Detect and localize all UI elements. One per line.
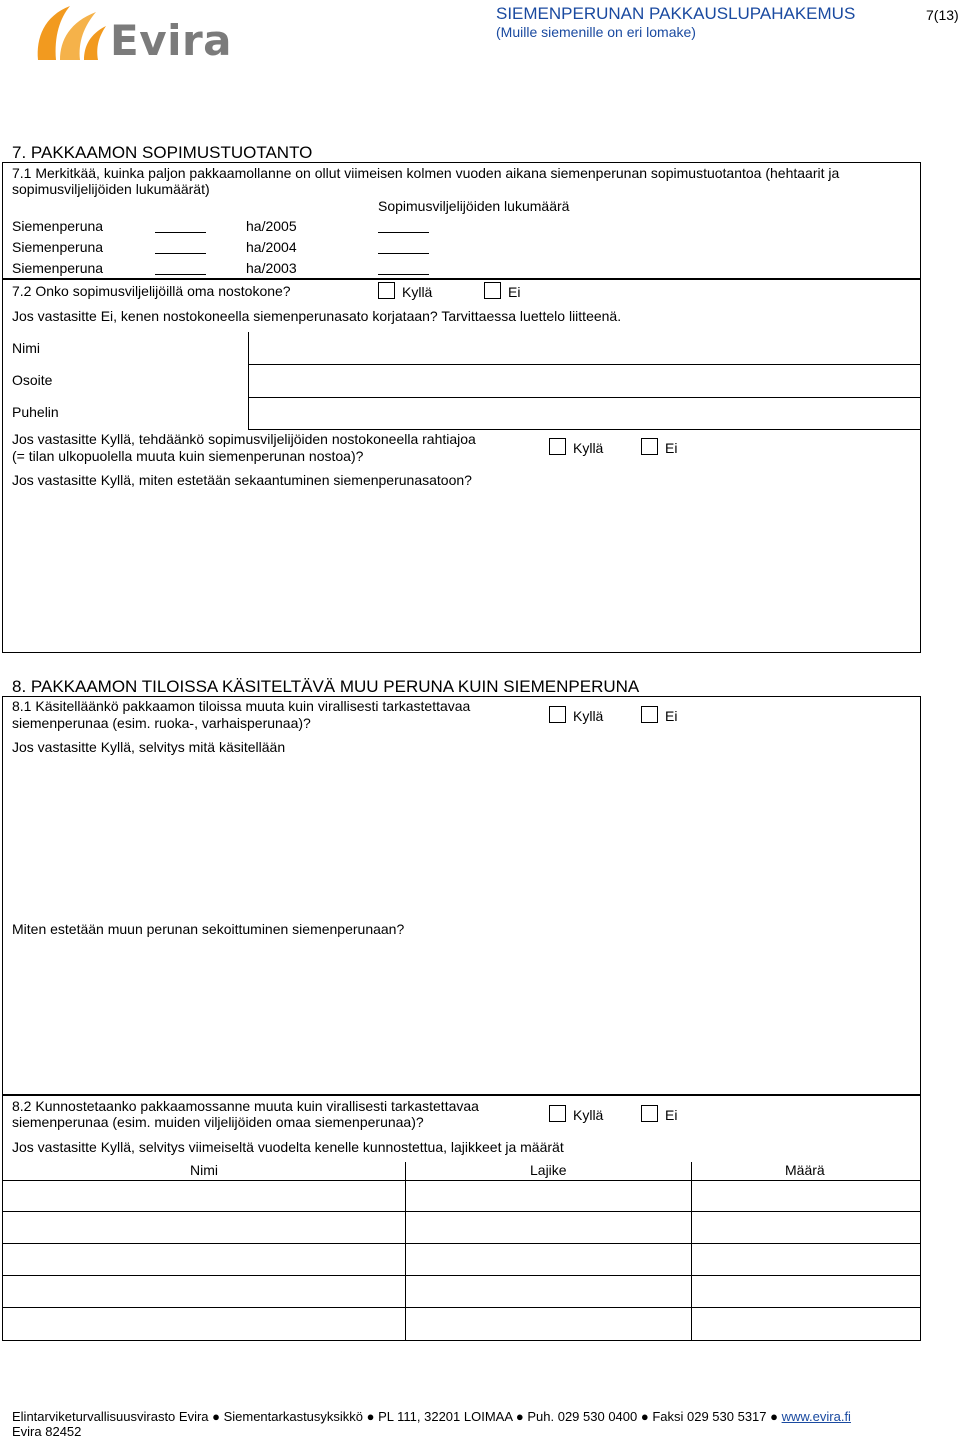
ha-2005-field[interactable] <box>155 232 206 233</box>
q72-no-label: Ei <box>508 284 521 300</box>
table-row[interactable] <box>2 1211 921 1212</box>
form-title: SIEMENPERUNAN PAKKAUSLUPAHAKEMUS <box>496 4 856 23</box>
name-field[interactable] <box>248 364 921 365</box>
footer-form-code: Evira 82452 <box>12 1424 82 1439</box>
q72-yes-checkbox[interactable] <box>378 282 395 299</box>
form-subtitle: (Muille siemenille on eri lomake) <box>496 24 696 40</box>
table-header-divider <box>2 1180 921 1181</box>
row-2004-label: Siemenperuna <box>12 239 104 255</box>
q82-text-line1: 8.2 Kunnostetaanko pakkaamossanne muuta kuin virallisesti tarkastettavaa <box>12 1098 479 1114</box>
q81-mix-answer-area[interactable] <box>12 940 912 1090</box>
q81-yes-label: Kyllä <box>573 708 604 724</box>
freight-no-checkbox[interactable] <box>641 438 658 455</box>
q72-yes-text-line1: Jos vastasitte Kyllä, tehdäänkö sopimusviljelijöiden nostokoneella rahtiajoa <box>12 431 476 447</box>
footer-contact-text: Elintarviketurvallisuusvirasto Evira ● Siementarkastusyksikkö ● PL 111, 32201 LOIMAA ● Puh. 029 530 0400 ● Faksi 029 530 5317 ● <box>12 1409 782 1424</box>
row-2005-unit: ha/2005 <box>246 218 297 234</box>
address-field[interactable] <box>248 397 921 398</box>
page-number: 7(13) <box>926 7 959 23</box>
table-row[interactable] <box>2 1275 921 1276</box>
q71-text-line1: 7.1 Merkitkää, kuinka paljon pakkaamollanne on ollut viimeisen kolmen vuoden aikana siemenperunan sopimustuotantoa (hehtaarit ja <box>12 165 840 181</box>
q72-mix-text: Jos vastasitte Kyllä, miten estetään sekaantuminen siemenperunasatoon? <box>12 472 472 488</box>
q81-yes-checkbox[interactable] <box>549 706 566 723</box>
footer-contact <box>12 1409 851 1424</box>
q81-yes-text: Jos vastasitte Kyllä, selvitys mitä käsitellään <box>12 739 286 755</box>
freight-no-label: Ei <box>665 440 678 456</box>
phone-label: Puhelin <box>12 404 59 420</box>
q81-text-line1: 8.1 Käsitelläänkö pakkaamon tiloissa muuta kuin virallisesti tarkastettavaa <box>12 698 471 714</box>
count-2003-field[interactable] <box>378 274 429 275</box>
q82-yes-label: Kyllä <box>573 1107 604 1123</box>
table-header-variety: Lajike <box>530 1162 567 1178</box>
footer-website-link[interactable]: www.evira.fi <box>781 1409 851 1424</box>
q72-no-text: Jos vastasitte Ei, kenen nostokoneella siemenperunasato korjataan? Tarvittaessa luettelo liitteenä. <box>12 308 622 324</box>
table-row[interactable] <box>2 1307 921 1308</box>
table-header-name: Nimi <box>190 1162 218 1178</box>
row-2003-label: Siemenperuna <box>12 260 104 276</box>
row-2003-unit: ha/2003 <box>246 260 297 276</box>
count-2005-field[interactable] <box>378 232 429 233</box>
q72-mix-answer-area[interactable] <box>12 492 912 647</box>
table-col-divider <box>405 1162 406 1341</box>
q81-mix-text: Miten estetään muun perunan sekoittuminen siemenperunaan? <box>12 921 405 937</box>
row-2005-label: Siemenperuna <box>12 218 104 234</box>
table-col-divider <box>691 1162 692 1341</box>
table-header-amount: Määrä <box>785 1162 825 1178</box>
q72-yes-text-line2: (= tilan ulkopuolella muuta kuin siemenperunan nostoa)? <box>12 448 364 464</box>
q82-yes-checkbox[interactable] <box>549 1105 566 1122</box>
q81-no-label: Ei <box>665 708 678 724</box>
q81-yes-answer-area[interactable] <box>12 758 912 913</box>
q81-text-line2: siemenperunaa (esim. ruoka-, varhaisperunaa)? <box>12 715 311 731</box>
contact-divider <box>248 332 249 429</box>
q82-box <box>2 1095 921 1341</box>
name-label: Nimi <box>12 340 40 356</box>
row-2004-unit: ha/2004 <box>246 239 297 255</box>
count-2004-field[interactable] <box>378 253 429 254</box>
q82-no-checkbox[interactable] <box>641 1105 658 1122</box>
evira-leaf-icon <box>30 2 110 64</box>
q72-text: 7.2 Onko sopimusviljelijöillä oma nostokone? <box>12 283 291 299</box>
freight-yes-label: Kyllä <box>573 440 604 456</box>
count-header: Sopimusviljelijöiden lukumäärä <box>378 198 570 214</box>
ha-2004-field[interactable] <box>155 253 206 254</box>
q71-text-line2: sopimusviljelijöiden lukumäärät) <box>12 181 210 197</box>
section-8-title: 8. PAKKAAMON TILOISSA KÄSITELTÄVÄ MUU PERUNA KUIN SIEMENPERUNA <box>12 677 640 696</box>
freight-yes-checkbox[interactable] <box>549 438 566 455</box>
q72-yes-label: Kyllä <box>402 284 433 300</box>
q82-text-line2: siemenperunaa (esim. muiden viljelijöiden omaa siemenperunaa)? <box>12 1114 424 1130</box>
ha-2003-field[interactable] <box>155 274 206 275</box>
q72-no-checkbox[interactable] <box>484 282 501 299</box>
q81-no-checkbox[interactable] <box>641 706 658 723</box>
q82-yes-text: Jos vastasitte Kyllä, selvitys viimeiseltä vuodelta kenelle kunnostettua, lajikkeet ja määrät <box>12 1139 564 1155</box>
section-7-title: 7. PAKKAAMON SOPIMUSTUOTANTO <box>12 143 313 162</box>
address-label: Osoite <box>12 372 53 388</box>
evira-logo <box>30 2 245 66</box>
table-row[interactable] <box>2 1243 921 1244</box>
q82-no-label: Ei <box>665 1107 678 1123</box>
phone-field[interactable] <box>248 429 921 430</box>
logo-wordmark: Evira <box>110 16 233 65</box>
